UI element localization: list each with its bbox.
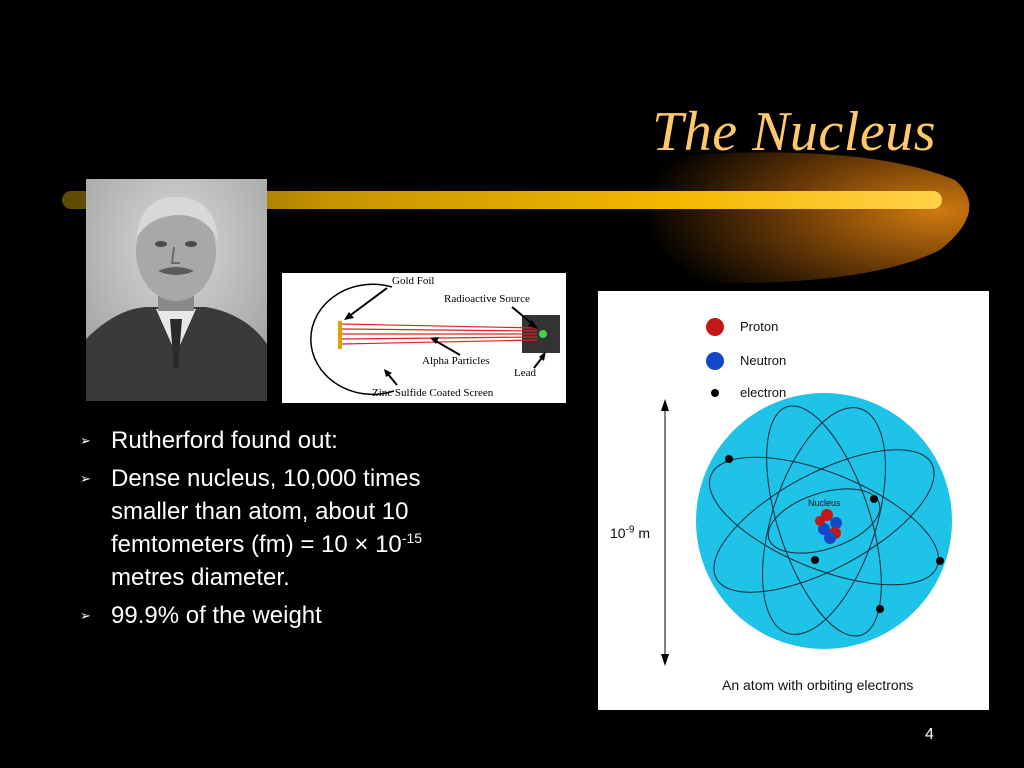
bullet-arrow-icon: ➢ (80, 433, 91, 448)
bullet-item (80, 599, 500, 632)
alpha-particles-label: Alpha Particles (422, 355, 490, 367)
bullet-text: Dense nucleus, 10,000 times smaller than atom, about 10 femtometers $(fm) = 10 \times 10^{-15}$ metres diameter. (111, 465, 423, 591)
bullet-arrow-icon: ➢ (80, 608, 91, 623)
electron-legend-label: electron (740, 385, 787, 400)
proton-legend-label: Proton (740, 319, 779, 334)
atom-diagram (598, 291, 989, 710)
atom-scale-label: $10^{-9}$ m (610, 524, 651, 541)
bullet-text: 99.9% of the weight (111, 602, 322, 629)
gold-foil-label: Gold Foil (392, 275, 435, 287)
radioactive-source-label: Radioactive Source (444, 293, 530, 305)
bullet-list (80, 424, 500, 637)
bullet-item (80, 424, 500, 457)
nucleus-label: Nucleus (808, 498, 841, 508)
zinc-screen-label: Zinc Sulfide Coated Screen (372, 387, 494, 399)
slide-title: The Nucleus (652, 101, 936, 163)
neutron-legend-label: Neutron (740, 353, 787, 368)
atom-caption: An atom with orbiting electrons (722, 677, 914, 693)
lead-label: Lead (514, 367, 536, 379)
bullet-text: Rutherford found out: (111, 427, 338, 454)
gold-foil-experiment-diagram (282, 273, 566, 403)
bullet-arrow-icon: ➢ (80, 471, 91, 486)
page-number: 4 (925, 726, 934, 743)
bullet-item (80, 462, 500, 594)
rutherford-portrait (86, 179, 267, 401)
